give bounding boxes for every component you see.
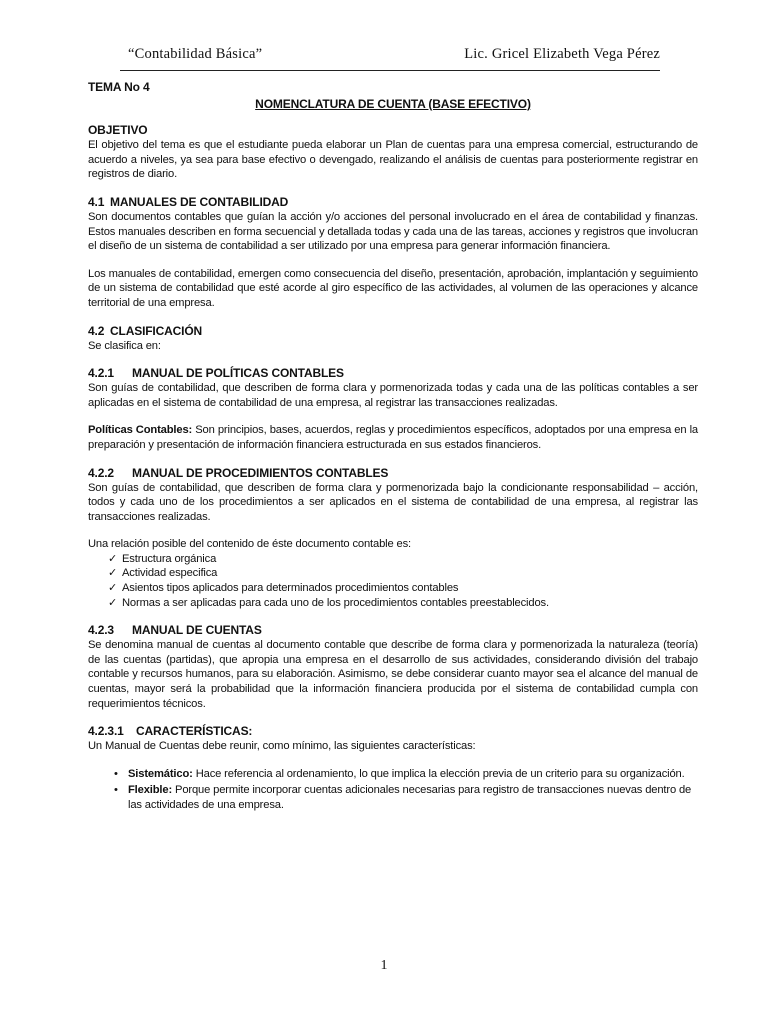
term-definition: Porque permite incorporar cuentas adicionales necesarias para registro de transacciones nuevas dentro de las actividades de una empresa. <box>128 784 692 811</box>
list-item-text: Actividad especifica <box>122 567 218 580</box>
objective-paragraph: El objetivo del tema es que el estudiante pueda elaborar un Plan de cuentas para una empresa comercial, estructurando de acuerdo a niveles, ya sea para base efectivo o devengado, realizando el análisis de cuentas para posteriormente registrar en registros de diario. <box>88 139 698 181</box>
list-item <box>108 566 698 581</box>
section-title: CLASIFICACIÓN <box>110 323 203 338</box>
section-4-2-3-paragraph: Se denomina manual de cuentas al documento contable que describe de forma clara y pormenorizada la naturaleza (teoría) de las cuentas (partidas), que apropia una empresa en el desarrollo de sus actividades, considerando división del trabajo contable y recursos humanos, para su elaboración. Asimismo, se debe considerar cuanto mayor sea el alcance del manual de cuentas, mayor será la probabilidad que la información financiera producida por el sistema de contabilidad cumpla con requerimientos técnicos. <box>88 639 698 710</box>
topic-number: TEMA No 4 <box>88 80 150 94</box>
bullet-icon: • <box>114 767 118 780</box>
section-4-2-3-1-heading <box>88 724 698 739</box>
term-label: Flexible: <box>128 784 173 797</box>
objective-heading: OBJETIVO <box>88 123 148 138</box>
section-title: MANUALES DE CONTABILIDAD <box>110 194 289 209</box>
section-number: 4.2 <box>88 323 105 338</box>
checkmark-icon: ✓ <box>108 596 118 609</box>
section-number: 4.2.3.1 <box>88 724 124 739</box>
section-title: CARACTERÍSTICAS: <box>136 724 253 739</box>
document-title: NOMENCLATURA DE CUENTA (BASE EFECTIVO) <box>255 96 531 111</box>
term-definition: Son principios, bases, acuerdos, reglas y procedimientos específicos, adoptados por una empresa en la preparación y presentación de información financiera estructurada en sus estados financieros. <box>88 424 698 451</box>
bullet-icon: • <box>114 784 118 797</box>
term-label: Sistemático: <box>128 767 193 780</box>
section-4-2-heading <box>88 324 698 339</box>
checkmark-icon: ✓ <box>108 567 118 580</box>
checkmark-icon: ✓ <box>108 582 118 595</box>
list-item <box>108 552 698 567</box>
list-item <box>114 783 698 812</box>
section-4-2-3-heading <box>88 623 698 638</box>
list-item-text: Asientos tipos aplicados para determinados procedimientos contables <box>122 582 459 595</box>
contents-checklist <box>88 552 698 610</box>
document-body <box>88 78 698 815</box>
section-title: MANUAL DE POLÍTICAS CONTABLES <box>132 366 344 381</box>
section-4-2-3-1-paragraph: Un Manual de Cuentas debe reunir, como mínimo, las siguientes características: <box>88 740 476 753</box>
page-header <box>120 44 660 71</box>
section-4-2-1-paragraph-2 <box>88 423 698 452</box>
page-number: 1 <box>380 958 388 973</box>
section-number: 4.2.1 <box>88 366 114 381</box>
list-item-text: Estructura orgánica <box>122 552 217 565</box>
list-item <box>108 581 698 596</box>
section-number: 4.2.2 <box>88 465 114 480</box>
list-item-text: Normas a ser aplicadas para cada uno de los procedimientos contables preestablecidos. <box>122 596 549 609</box>
section-4-2-2-heading <box>88 466 698 481</box>
header-author: Lic. Gricel Elizabeth Vega Pérez <box>464 46 660 62</box>
section-4-2-1-heading <box>88 366 698 381</box>
section-4-1-heading <box>88 195 698 210</box>
section-4-2-1-paragraph-1: Son guías de contabilidad, que describen de forma clara y pormenorizada todas y cada una de las políticas contables a ser aplicadas en el sistema de contabilidad de una empresa, al registrar las transacciones realizadas. <box>88 382 698 409</box>
section-number: 4.1 <box>88 194 105 209</box>
section-4-2-2-paragraph-1: Son guías de contabilidad, que describen de forma clara y pormenorizada bajo la condicionante responsabilidad – acción, todos y cada uno de los procedimientos a ser aplicados en el sistema de contabilidad de una empresa, al registrar las transacciones realizadas. <box>88 481 698 523</box>
section-title: MANUAL DE CUENTAS <box>132 623 262 638</box>
characteristics-list <box>88 767 698 813</box>
section-4-1-paragraph-2: Los manuales de contabilidad, emergen como consecuencia del diseño, presentación, aprobación, implantación y seguimiento de un sistema de contabilidad que esté acorde al giro específico de las actividades, al volumen de las operaciones y alcance territorial de una empresa. <box>88 267 698 309</box>
list-item <box>114 767 698 782</box>
header-course-title: “Contabilidad Básica” <box>128 46 263 62</box>
term-label: Políticas Contables: <box>88 424 193 437</box>
section-title: MANUAL DE PROCEDIMIENTOS CONTABLES <box>132 465 389 480</box>
section-4-2-paragraph: Se clasifica en: <box>88 339 161 352</box>
section-4-1-paragraph-1: Son documentos contables que guían la acción y/o acciones del personal involucrado en el área de contabilidad y finanzas. Estos manuales describen en forma secuencial y detallada todas y cada una de las tareas, acciones y registros que involucran el diseño de un sistema de contabilidad a ser utilizado por una empresa para generar información financiera. <box>88 210 698 253</box>
list-item <box>108 596 698 611</box>
checkmark-icon: ✓ <box>108 552 118 565</box>
term-definition: Hace referencia al ordenamiento, lo que implica la elección previa de un criterio para su organización. <box>192 767 685 780</box>
section-number: 4.2.3 <box>88 623 114 638</box>
section-4-2-2-paragraph-2: Una relación posible del contenido de éste documento contable es: <box>88 538 411 551</box>
